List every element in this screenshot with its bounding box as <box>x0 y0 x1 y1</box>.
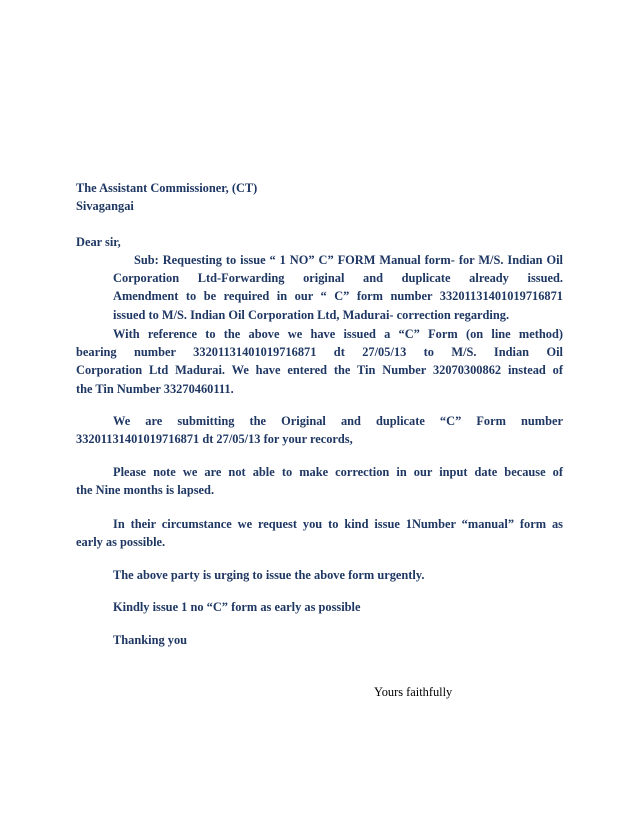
paragraph-line: Please note we are not able to make correction in our input date because of <box>113 465 563 479</box>
subject-line: issued to M/S. Indian Oil Corporation Ltd, Madurai- correction regarding. <box>113 307 510 322</box>
closing-signoff: Yours faithfully <box>374 685 453 699</box>
paragraph-thanking <box>76 631 563 649</box>
paragraph-line: 33201131401019716871 dt 27/05/13 for your records, <box>76 432 353 447</box>
salutation: Dear sir, <box>76 235 121 249</box>
paragraph-submitting <box>76 412 563 448</box>
recipient-title: The Assistant Commissioner, (CT) <box>76 181 258 195</box>
paragraph-line: The above party is urging to issue the above form urgently. <box>113 568 425 582</box>
paragraph-line: early as possible. <box>76 535 166 550</box>
paragraph-line: the Tin Number 33270460111. <box>76 381 234 396</box>
subject-line: Corporation Ltd-Forwarding original and duplicate already issued. <box>113 271 563 286</box>
subject-block <box>113 251 563 324</box>
paragraph-reference <box>76 325 563 398</box>
subject-line: Sub: Requesting to issue “ 1 NO” C” FORM Manual form- for M/S. Indian Oil <box>134 253 563 267</box>
paragraph-line: Corporation Ltd Madurai. We have entered the Tin Number 32070300862 instead of <box>76 363 563 378</box>
subject-line: Amendment to be required in our “ C” form number 33201131401019716871 <box>113 289 563 304</box>
recipient-place: Sivagangai <box>76 199 134 214</box>
paragraph-kindly-issue <box>76 598 563 616</box>
paragraph-line: In their circumstance we request you to kind issue 1Number “manual” form as <box>113 517 563 531</box>
paragraph-line: bearing number 33201131401019716871 dt 27/05/13 to M/S. Indian Oil <box>76 345 563 360</box>
paragraph-urging <box>76 566 563 584</box>
recipient-block <box>76 179 563 215</box>
paragraph-line: the Nine months is lapsed. <box>76 483 215 498</box>
paragraph-line: Thanking you <box>113 633 188 647</box>
paragraph-circumstance <box>76 515 563 551</box>
paragraph-line: Kindly issue 1 no “C” form as early as possible <box>113 600 361 614</box>
paragraph-please-note <box>76 463 563 499</box>
paragraph-line: With reference to the above we have issued a “C” Form (on line method) <box>113 327 563 341</box>
paragraph-line: We are submitting the Original and duplicate “C” Form number <box>113 414 563 428</box>
